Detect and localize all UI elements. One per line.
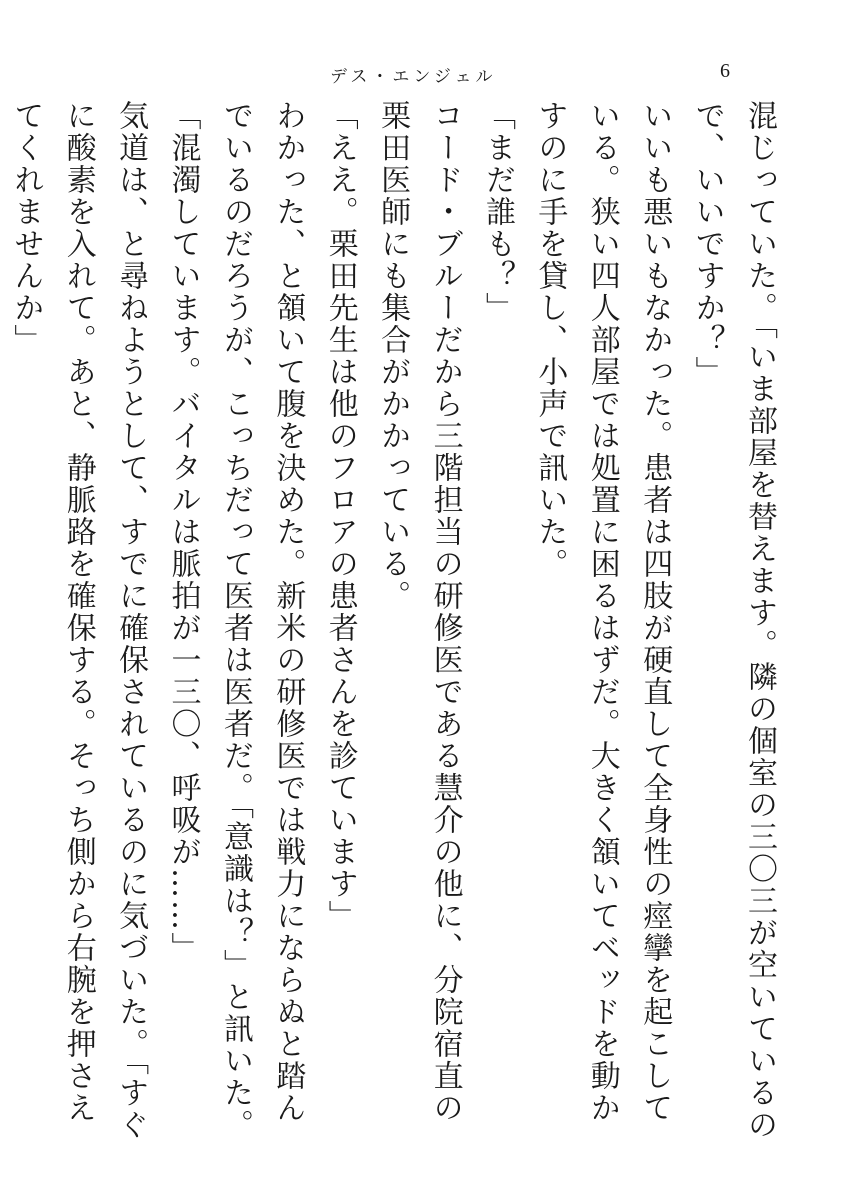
paragraph-5: 「ええ。栗田先生は他のフロアの患者さんを診ています」 xyxy=(322,100,358,932)
vertical-text-body xyxy=(8,100,785,1150)
paragraph-2: いいも悪いもなかった。患者は四肢が硬直して全身性の痙攣を起こしている。狭い四人部屋では処置に困るはずだ。大きく頷いてベッドを動かすのに手を貸し、小声で訊いた。 xyxy=(532,100,673,1124)
page-number: 6 xyxy=(720,60,730,82)
paragraph-3: 「まだ誰も？」 xyxy=(479,100,515,324)
paragraph-7: 「混濁しています。バイタルは脈拍が一三〇、呼吸が……」 xyxy=(165,100,201,964)
running-head: デス・エンジェル xyxy=(330,67,497,87)
paragraph-6: わかった、と頷いて腹を決めた。新米の研修医では戦力にならぬと踏んでいるのだろうが、こっちだって医者は医者だ。「意識は？」と訊いた。 xyxy=(217,100,306,1141)
paragraph-1: 混じっていた。「いま部屋を替えます。隣の個室の三〇三が空いているので、いいですか？」 xyxy=(689,100,777,1141)
paragraph-8: 気道は、と尋ねようとして、すでに確保されているのに気づいた。「すぐに酸素を入れて。あと、静脈路を確保する。そっち側から右腕を押さえてくれませんか」 xyxy=(8,100,149,1141)
paragraph-4: コード・ブルーだから三階担当の研修医である慧介の他に、分院宿直の栗田医師にも集合がかかっている。 xyxy=(375,100,463,1124)
